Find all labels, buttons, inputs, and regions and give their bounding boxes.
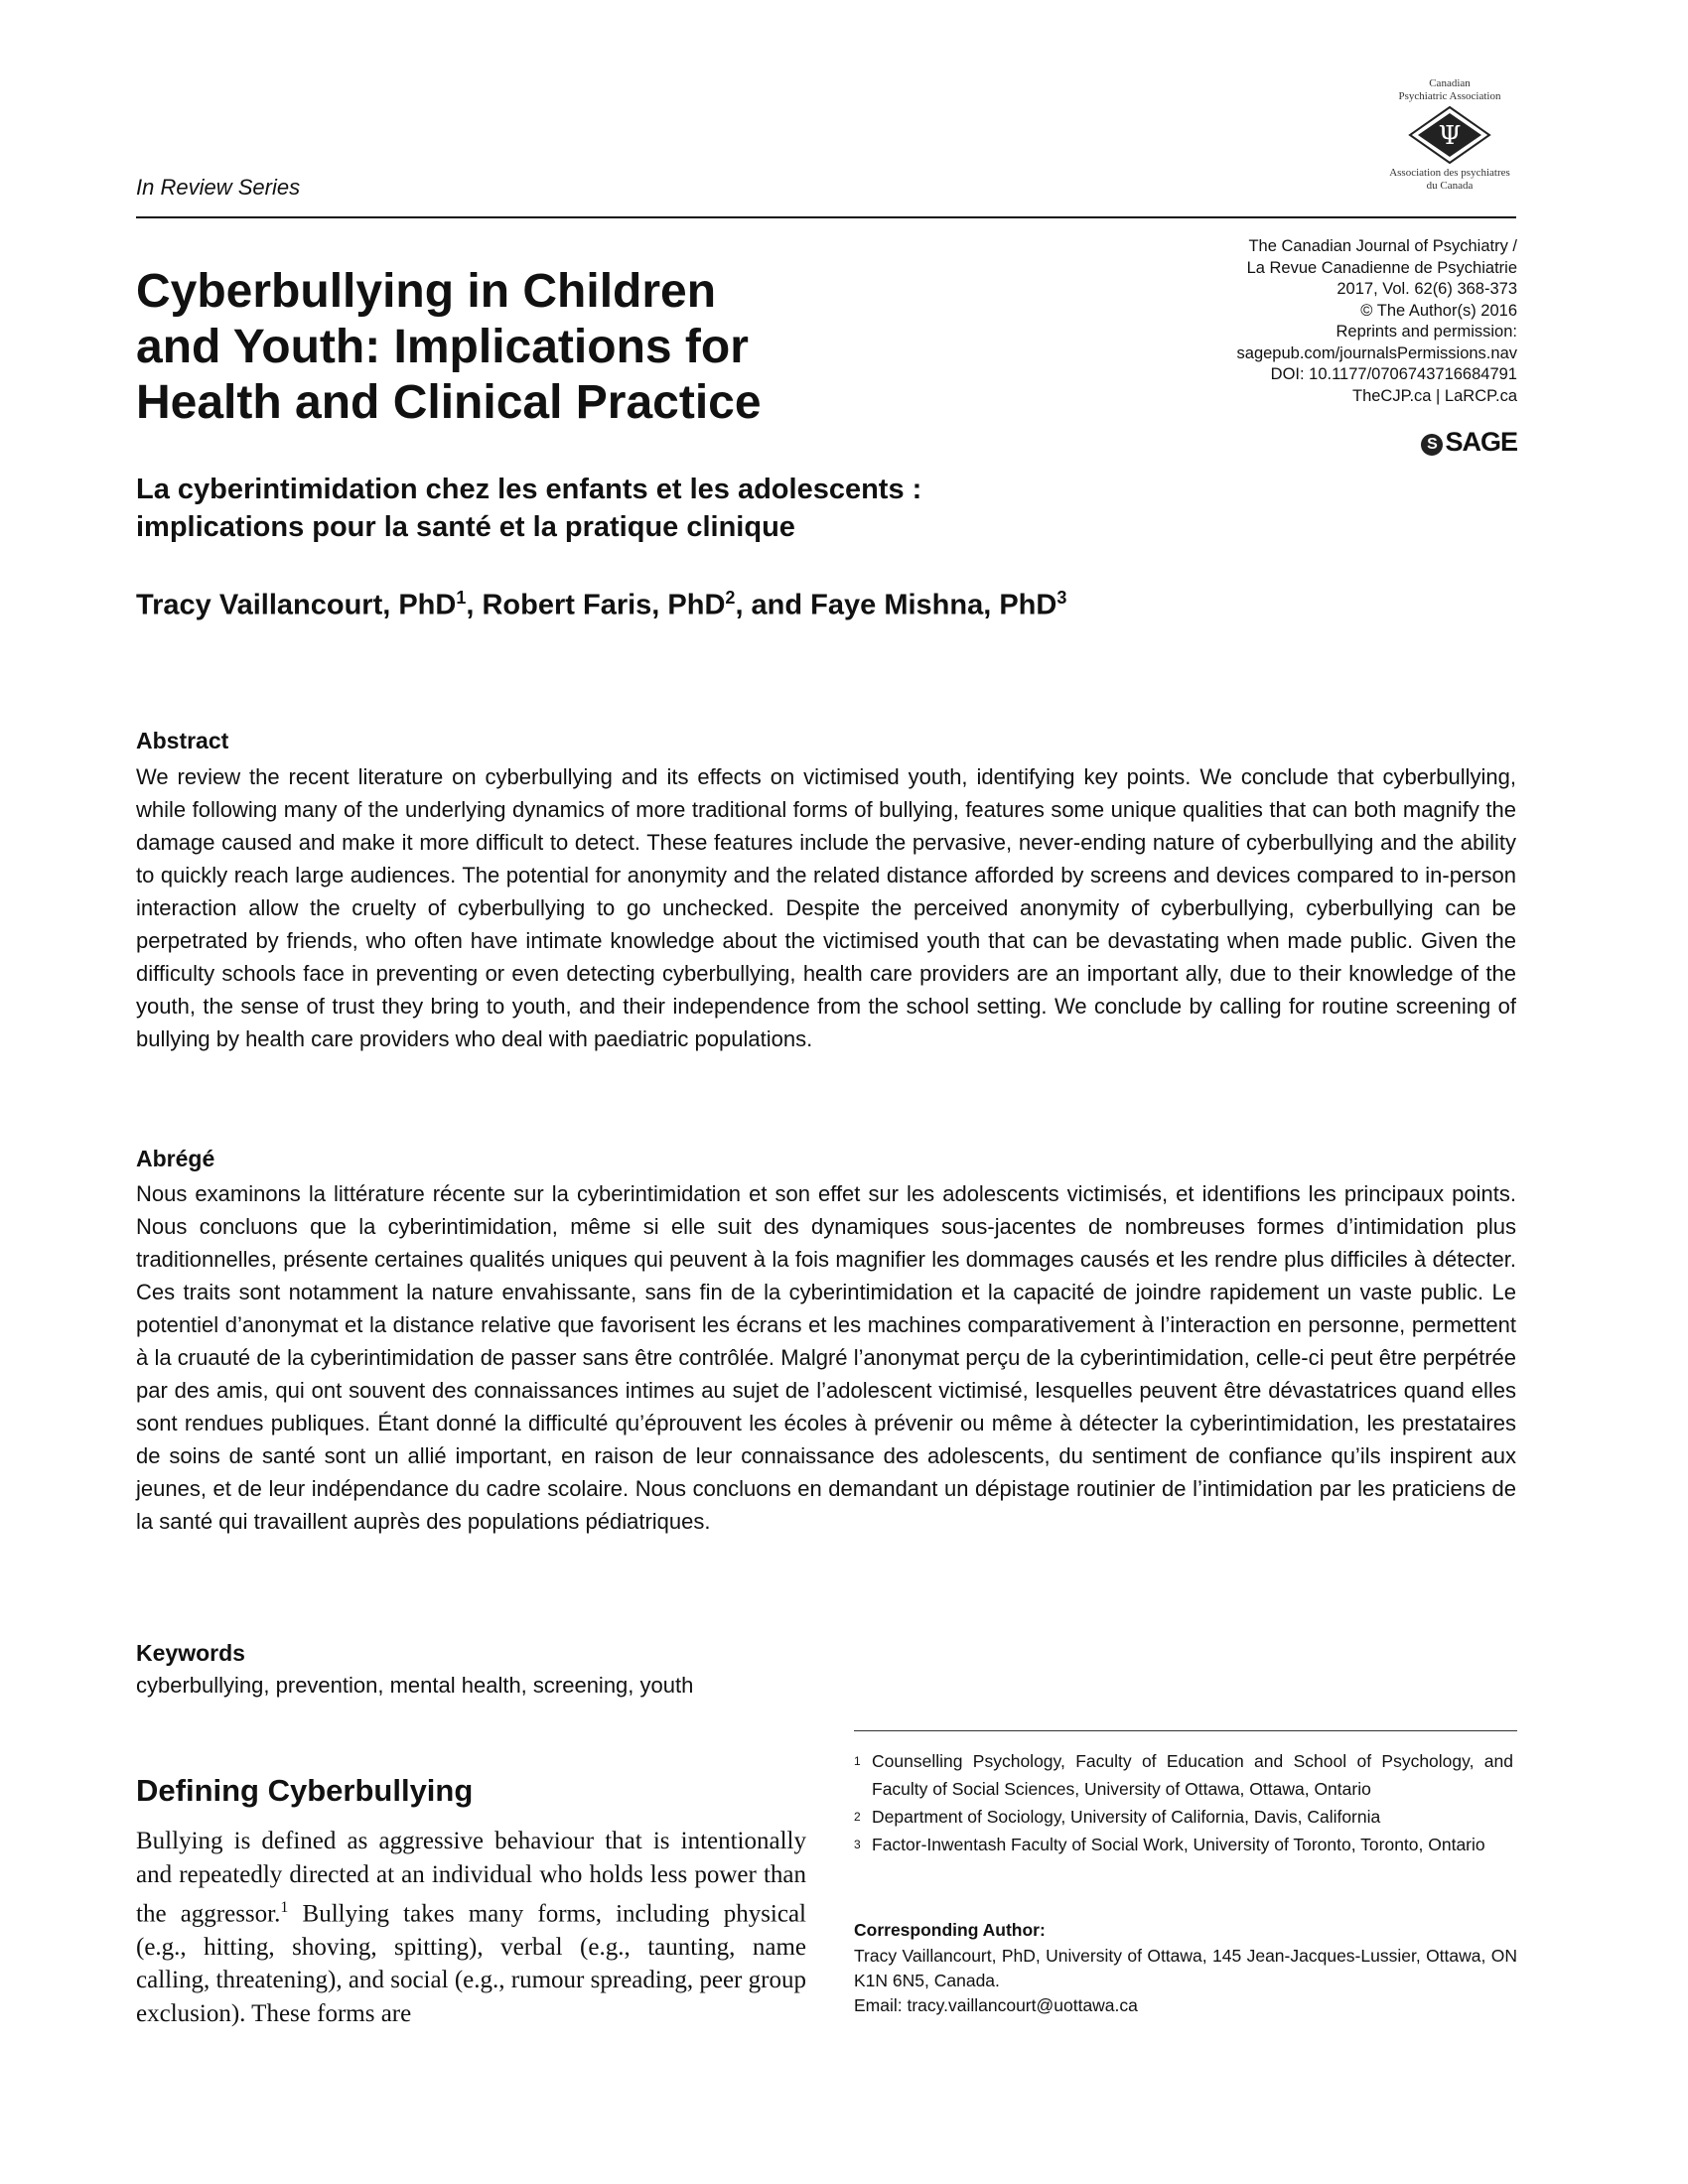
corresponding-details: Tracy Vaillancourt, PhD, University of Ottawa, 145 Jean-Jacques-Lussier, Ottawa, ON K1N 6N5, Canada. Email: tracy.vaillancourt@uottawa.ca bbox=[854, 1944, 1517, 2018]
header-rule bbox=[136, 216, 1516, 218]
footnote-2: 2 Department of Sociology, University of California, Davis, California bbox=[854, 1807, 1381, 1827]
author-list: Tracy Vaillancourt, PhD$^1$, Robert Faris, PhD$^2$, and Faye Mishna, PhD$^3$ bbox=[136, 588, 1067, 621]
psi-diamond-icon bbox=[1408, 105, 1491, 165]
abstract-heading: Abstract bbox=[136, 728, 229, 753]
footnote-rule bbox=[854, 1730, 1517, 1731]
series-label: In Review Series bbox=[136, 175, 301, 200]
footnote-3: 3 Factor-Inwentash Faculty of Social Work, University of Toronto, Toronto, Ontario bbox=[854, 1835, 1485, 1854]
abstract-text: We review the recent literature on cyberbullying and its effects on victimised youth, identifying key points. We conclude that cyberbullying, while following many of the underlying dynamics of more traditional forms of bullying, features some unique qualities that can both magnify the damage caused and make it more difficult to detect. These features include the pervasive, never-ending nature of cyberbullying and the ability to quickly reach large audiences. The potential for anonymity and the related distance afforded by screens and devices compared to in-person interaction allow the cruelty of cyberbullying to go unchecked. Despite the perceived anonymity of cyberbullying, cyberbullying can be perpetrated by friends, who often have intimate knowledge about the victimised youth that can be devastating when made public. Given the difficulty schools face in preventing or even detecting cyberbullying, health care providers are an important ally, due to their knowledge of the youth, the sense of trust they bring to youth, and their independence from the school setting. We conclude by calling for routine screening of bullying by health care providers who deal with paediatric populations. bbox=[136, 764, 1516, 1051]
sage-logo: S SAGE bbox=[1390, 427, 1517, 458]
keywords-text: cyberbullying, prevention, mental health, screening, youth bbox=[136, 1673, 694, 1698]
cpa-logo bbox=[1380, 77, 1519, 197]
corresponding-heading: Corresponding Author: bbox=[854, 1920, 1046, 1940]
abrege-heading: Abrégé bbox=[136, 1146, 215, 1171]
article-title: Cyberbullying in Children and Youth: Implications for Health and Clinical Practice bbox=[136, 265, 762, 429]
logo-top-text: Canadian Psychiatric Association bbox=[1398, 77, 1501, 102]
keywords-heading: Keywords bbox=[136, 1640, 245, 1666]
section-heading: Defining Cyberbullying bbox=[136, 1773, 474, 1808]
abrege-text: Nous examinons la littérature récente sur la cyberintimidation et son effet sur les adolescents victimisés, et identifions les principaux points. Nous concluons que la cyberintimidation, même si elle suit des dynamiques sous-jacentes de nombreuses formes d’intimidation plus traditionnelles, présente certaines qualités uniques qui peuvent à la fois magnifier les dommages causés et les rendre plus difficiles à détecter. Ces traits sont notamment la nature envahissante, sans fin de la cyberintimidation et la capacité de joindre rapidement un vaste public. Le potentiel d’anonymat et la distance relative que favorisent les écrans et les machines comparativement à l’interaction en personne, permettent à la cruauté de la cyberintimidation de passer sans être contrôlée. Malgré l’anonymat perçu de la cyberintimidation, celle-ci peut être perpétrée par des amis, qui ont souvent des connaissances intimes au sujet de l’adolescent victimisé, lesquelles peuvent être dévastatrices quand elles sont rendues publiques. Étant donné la difficulté qu’éprouvent les écoles à prévenir ou même à détecter la cyberintimidation, les prestataires de soins de santé sont un allié important, en raison de leur connaissance des adolescents, du sentiment de confiance qu’ils inspirent aux jeunes, et de leur indépendance du cadre scolaire. Nous concluons en demandant un dépistage routinier de l’intimidation par les praticiens de la santé qui travaillent auprès des populations pédiatriques. bbox=[136, 1181, 1516, 1534]
journal-meta: The Canadian Journal of Psychiatry / La Revue Canadienne de Psychiatrie 2017, Vol. 62(6) 368-373 © The Author(s) 2016 Reprints and permission: sagepub.com/journalsPermissions.nav DOI: 10.1177/0706743716684791 TheCJP.ca | LaRCP.ca bbox=[1236, 237, 1517, 405]
svg-text:Ψ: Ψ bbox=[1438, 121, 1462, 151]
logo-bottom-text: Association des psychiatres du Canada bbox=[1389, 167, 1510, 192]
reference-marker[interactable]: 1 bbox=[280, 1899, 289, 1916]
sage-circle-icon: S bbox=[1421, 434, 1443, 456]
french-title: La cyberintimidation chez les enfants et les adolescents : implications pour la santé et la pratique clinique bbox=[136, 474, 922, 543]
body-paragraph: Bullying is defined as aggressive behaviour that is intentionally and repeatedly directed at an individual who holds less power than the aggressor.$^1$ Bullying takes many forms, including physical (e.g., hitting, shoving, spitting), verbal (e.g., taunting, name calling, threatening), and social (e.g., rumour spreading, peer group exclusion). These forms are bbox=[136, 1828, 807, 2027]
author-email[interactable]: Email: tracy.vaillancourt@uottawa.ca bbox=[854, 1995, 1138, 2015]
footnote-1: 1 Counselling Psychology, Faculty of Education and School of Psychology, and Faculty of Social Sciences, University of Ottawa, Ottawa, Ontario bbox=[854, 1751, 1513, 1799]
